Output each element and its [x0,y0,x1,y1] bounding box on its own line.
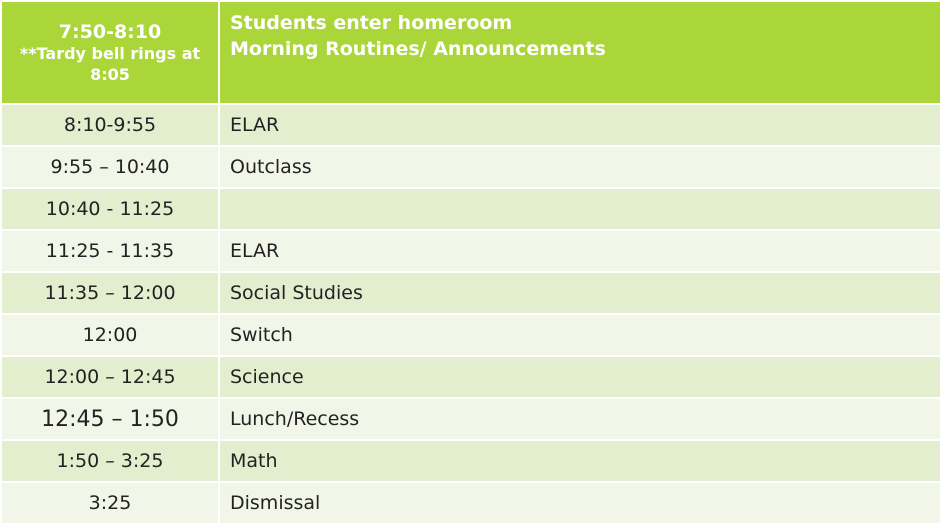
table-row [2,146,940,188]
time-cell: 12:00 – 12:45 [2,356,219,398]
activity-cell: Social Studies [219,272,940,314]
activity-cell: Science [219,356,940,398]
activity-cell: ELAR [219,230,940,272]
table-row [2,398,940,440]
activity-cell: Dismissal [219,482,940,524]
table-row [2,188,940,230]
schedule-table [2,2,940,525]
time-cell: 1:50 – 3:25 [2,440,219,482]
activity-cell: Outclass [219,146,940,188]
activity-cell: Math [219,440,940,482]
activity-cell: Switch [219,314,940,356]
activity-cell: Lunch/Recess [219,398,940,440]
time-cell: 11:35 – 12:00 [2,272,219,314]
header-time: 7:50-8:10 [58,21,162,43]
time-cell: 11:25 - 11:35 [2,230,219,272]
activity-cell [219,188,940,230]
header-time-cell [2,2,219,104]
time-cell: 10:40 - 11:25 [2,188,219,230]
activity-cell: ELAR [219,104,940,146]
header-activity-cell [219,2,940,104]
time-cell: 8:10-9:55 [2,104,219,146]
time-cell: 3:25 [2,482,219,524]
header-activity-line2: Morning Routines/ Announcements [230,38,606,60]
table-row [2,440,940,482]
table-row [2,356,940,398]
time-cell: 9:55 – 10:40 [2,146,219,188]
table-row [2,314,940,356]
header-row [2,2,940,104]
table-row [2,104,940,146]
time-cell: 12:45 – 1:50 [2,398,219,440]
tardy-note: **Tardy bell rings at 8:05 [19,44,201,84]
table-row [2,272,940,314]
table-row [2,230,940,272]
header-activity-line1: Students enter homeroom [230,12,513,34]
time-cell: 12:00 [2,314,219,356]
table-row [2,482,940,524]
